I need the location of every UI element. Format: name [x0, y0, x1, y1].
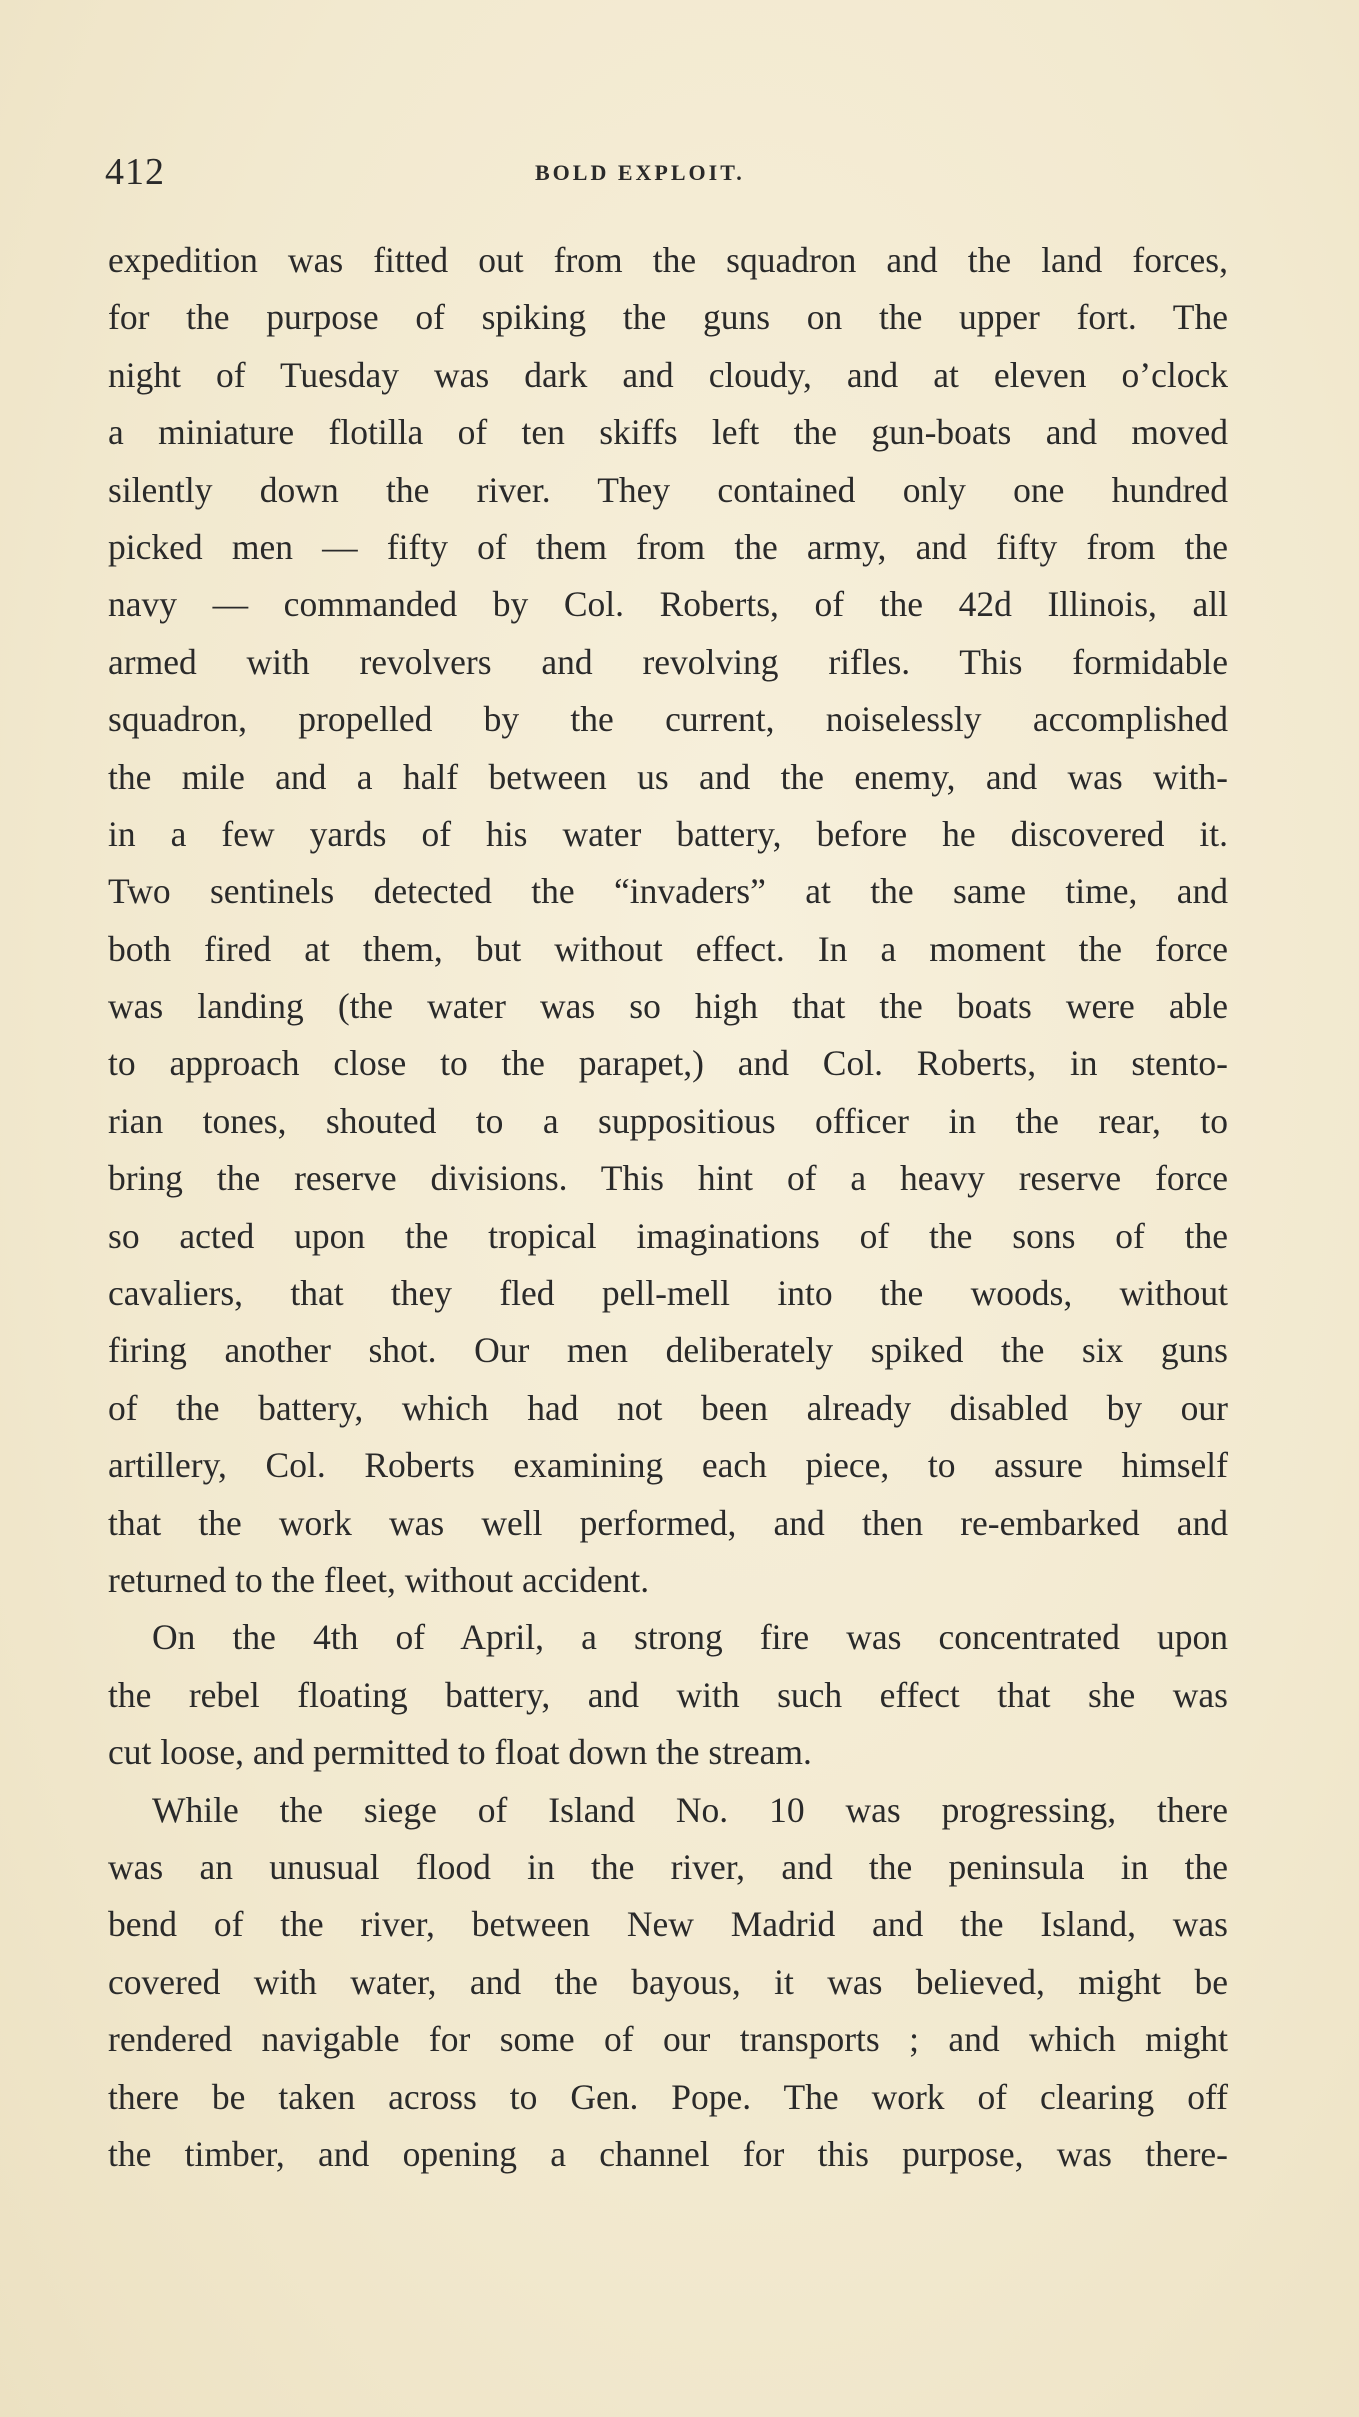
text-line: cut loose, and permitted to float down the stream.: [108, 1732, 812, 1773]
page-header: [105, 150, 1235, 200]
text-line: the rebel floating battery, and with such effect that she was: [108, 1674, 1228, 1715]
text-line: so acted upon the tropical imaginations of the sons of the: [108, 1215, 1228, 1256]
text-line: covered with water, and the bayous, it was believed, might be: [108, 1961, 1228, 2002]
text-line: returned to the fleet, without accident.: [108, 1559, 650, 1600]
text-line: bring the reserve divisions. This hint of a heavy reserve force: [108, 1158, 1228, 1199]
text-line: there be taken across to Gen. Pope. The work of clearing off: [108, 2076, 1228, 2117]
text-line: that the work was well performed, and then re-embarked and: [108, 1502, 1228, 1543]
page-number: 412: [105, 151, 165, 193]
text-line: was landing (the water was so high that the boats were able: [108, 986, 1228, 1027]
text-line: in a few yards of his water battery, before he discovered it.: [108, 813, 1228, 854]
text-line: picked men — fifty of them from the army, and fifty from the: [108, 526, 1228, 567]
text-line: night of Tuesday was dark and cloudy, and at eleven o’clock: [108, 354, 1228, 395]
text-line: rendered navigable for some of our transports ; and which might: [108, 2019, 1228, 2060]
text-line: to approach close to the parapet,) and Col. Roberts, in stento-: [108, 1043, 1228, 1084]
text-line: Two sentinels detected the “invaders” at the same time, and: [108, 871, 1228, 912]
text-line: for the purpose of spiking the guns on the upper fort. The: [108, 297, 1228, 338]
text-line: firing another shot. Our men deliberately spiked the six guns: [108, 1330, 1228, 1371]
text-line: both fired at them, but without effect. In a moment the force: [108, 928, 1228, 969]
text-line: squadron, propelled by the current, noiselessly accomplished: [108, 699, 1228, 740]
text-line: of the battery, which had not been already disabled by our: [108, 1387, 1228, 1428]
text-line: armed with revolvers and revolving rifles. This formidable: [108, 641, 1228, 682]
text-line: rian tones, shouted to a suppositious officer in the rear, to: [108, 1100, 1228, 1141]
running-head: BOLD EXPLOIT.: [535, 160, 745, 185]
text-line: On the 4th of April, a strong fire was concentrated upon: [152, 1617, 1228, 1658]
text-line: the timber, and opening a channel for this purpose, was there-: [108, 2133, 1228, 2174]
text-line: navy — commanded by Col. Roberts, of the 42d Illinois, all: [108, 584, 1228, 625]
text-line: a miniature flotilla of ten skiffs left the gun-boats and moved: [108, 412, 1228, 453]
text-line: cavaliers, that they fled pell-mell into the woods, without: [108, 1273, 1228, 1314]
text-line: the mile and a half between us and the enemy, and was with-: [108, 756, 1228, 797]
text-line: While the siege of Island No. 10 was progressing, there: [152, 1789, 1228, 1830]
paragraph: [108, 1782, 1228, 2184]
text-line: expedition was fitted out from the squadron and the land forces,: [108, 240, 1228, 280]
text-line: silently down the river. They contained only one hundred: [108, 469, 1228, 510]
text-line: artillery, Col. Roberts examining each piece, to assure himself: [108, 1445, 1228, 1486]
text-line: bend of the river, between New Madrid and the Island, was: [108, 1904, 1228, 1945]
paragraph: [108, 1609, 1228, 1781]
text-line: was an unusual flood in the river, and the peninsula in the: [108, 1846, 1228, 1887]
paragraph: [108, 232, 1228, 1609]
body-text: [108, 232, 1228, 2183]
